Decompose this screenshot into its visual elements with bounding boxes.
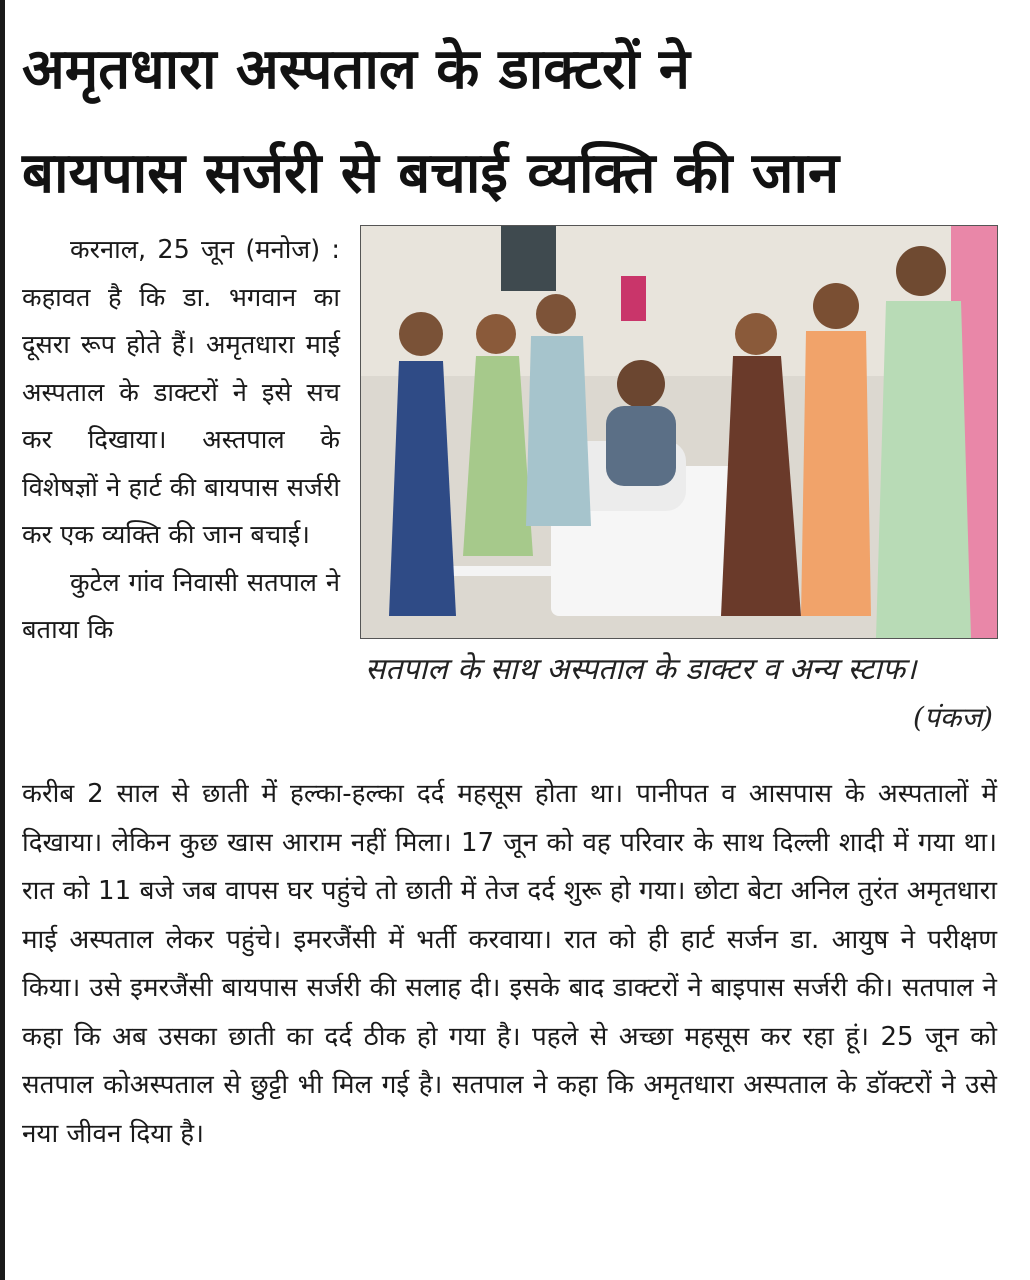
paragraph-2-continued: करीब 2 साल से छाती में हल्का-हल्का दर्द महसूस होता था। पानीपत व आसपास के अस्पतालों में दिखाया। लेकिन कुछ खास आराम नहीं मिला। 17 जून को वह परिवार के साथ दिल्ली शादी में गया था। रात को 11 बजे जब वापस घर पहुंचे तो छाती में तेज दर्द शुरू हो गया। छोटा बेटा अनिल तुरंत अमृतधारा माई अस्पताल लेकर पहुंचे। इमरजैंसी में भर्ती करवाया। रात को ही हार्ट सर्जन डा. आयुष ने परीक्षण किया। उसे इमरजैंसी बायपास सर्जरी की सलाह दी। इसके बाद डाक्टरों ने बाइपास सर्जरी की। सतपाल ने कहा कि अब उसका छाती का दर्द ठीक हो गया है। पहले से अच्छा महसूस कर रहा हूं। 25 जून को सतपाल कोअस्पताल से छुट्टी भी मिल गई है। सतपाल ने कहा कि अमृतधारा अस्पताल के डॉक्टरों ने उसे नया जीवन दिया है।	[22, 779, 997, 1149]
photo-caption	[365, 646, 997, 734]
narrow-column	[22, 227, 340, 655]
headline-line-2: बायपास सर्जरी से बचाई व्यक्ति की जान	[22, 141, 840, 206]
news-photo	[360, 225, 998, 639]
headline-line-1: अमृतधारा अस्पताल के डाक्टरों ने	[22, 37, 691, 102]
caption-text: सतपाल के साथ अस्पताल के डाक्टर व अन्य स्टाफ।	[365, 652, 917, 687]
paragraph-1: करनाल, 25 जून (मनोज) : कहावत है कि डा. भगवान का दूसरा रूप होते हैं। अमृतधारा माई अस्पताल के डाक्टरों ने इसे सच कर दिखाया। अस्तपाल के विशेषज्ञों ने हार्ट की बायपास सर्जरी कर एक व्यक्ति की जान बचाई।	[22, 235, 340, 550]
photo-credit: (पंकज)	[912, 701, 993, 734]
paragraph-2-start: कुटेल गांव निवासी सतपाल ने बताया कि	[22, 567, 340, 645]
headline	[22, 18, 1012, 226]
hospital-room-illustration	[361, 226, 997, 638]
page-edge-rule	[0, 0, 5, 1280]
full-width-column	[22, 770, 997, 1158]
